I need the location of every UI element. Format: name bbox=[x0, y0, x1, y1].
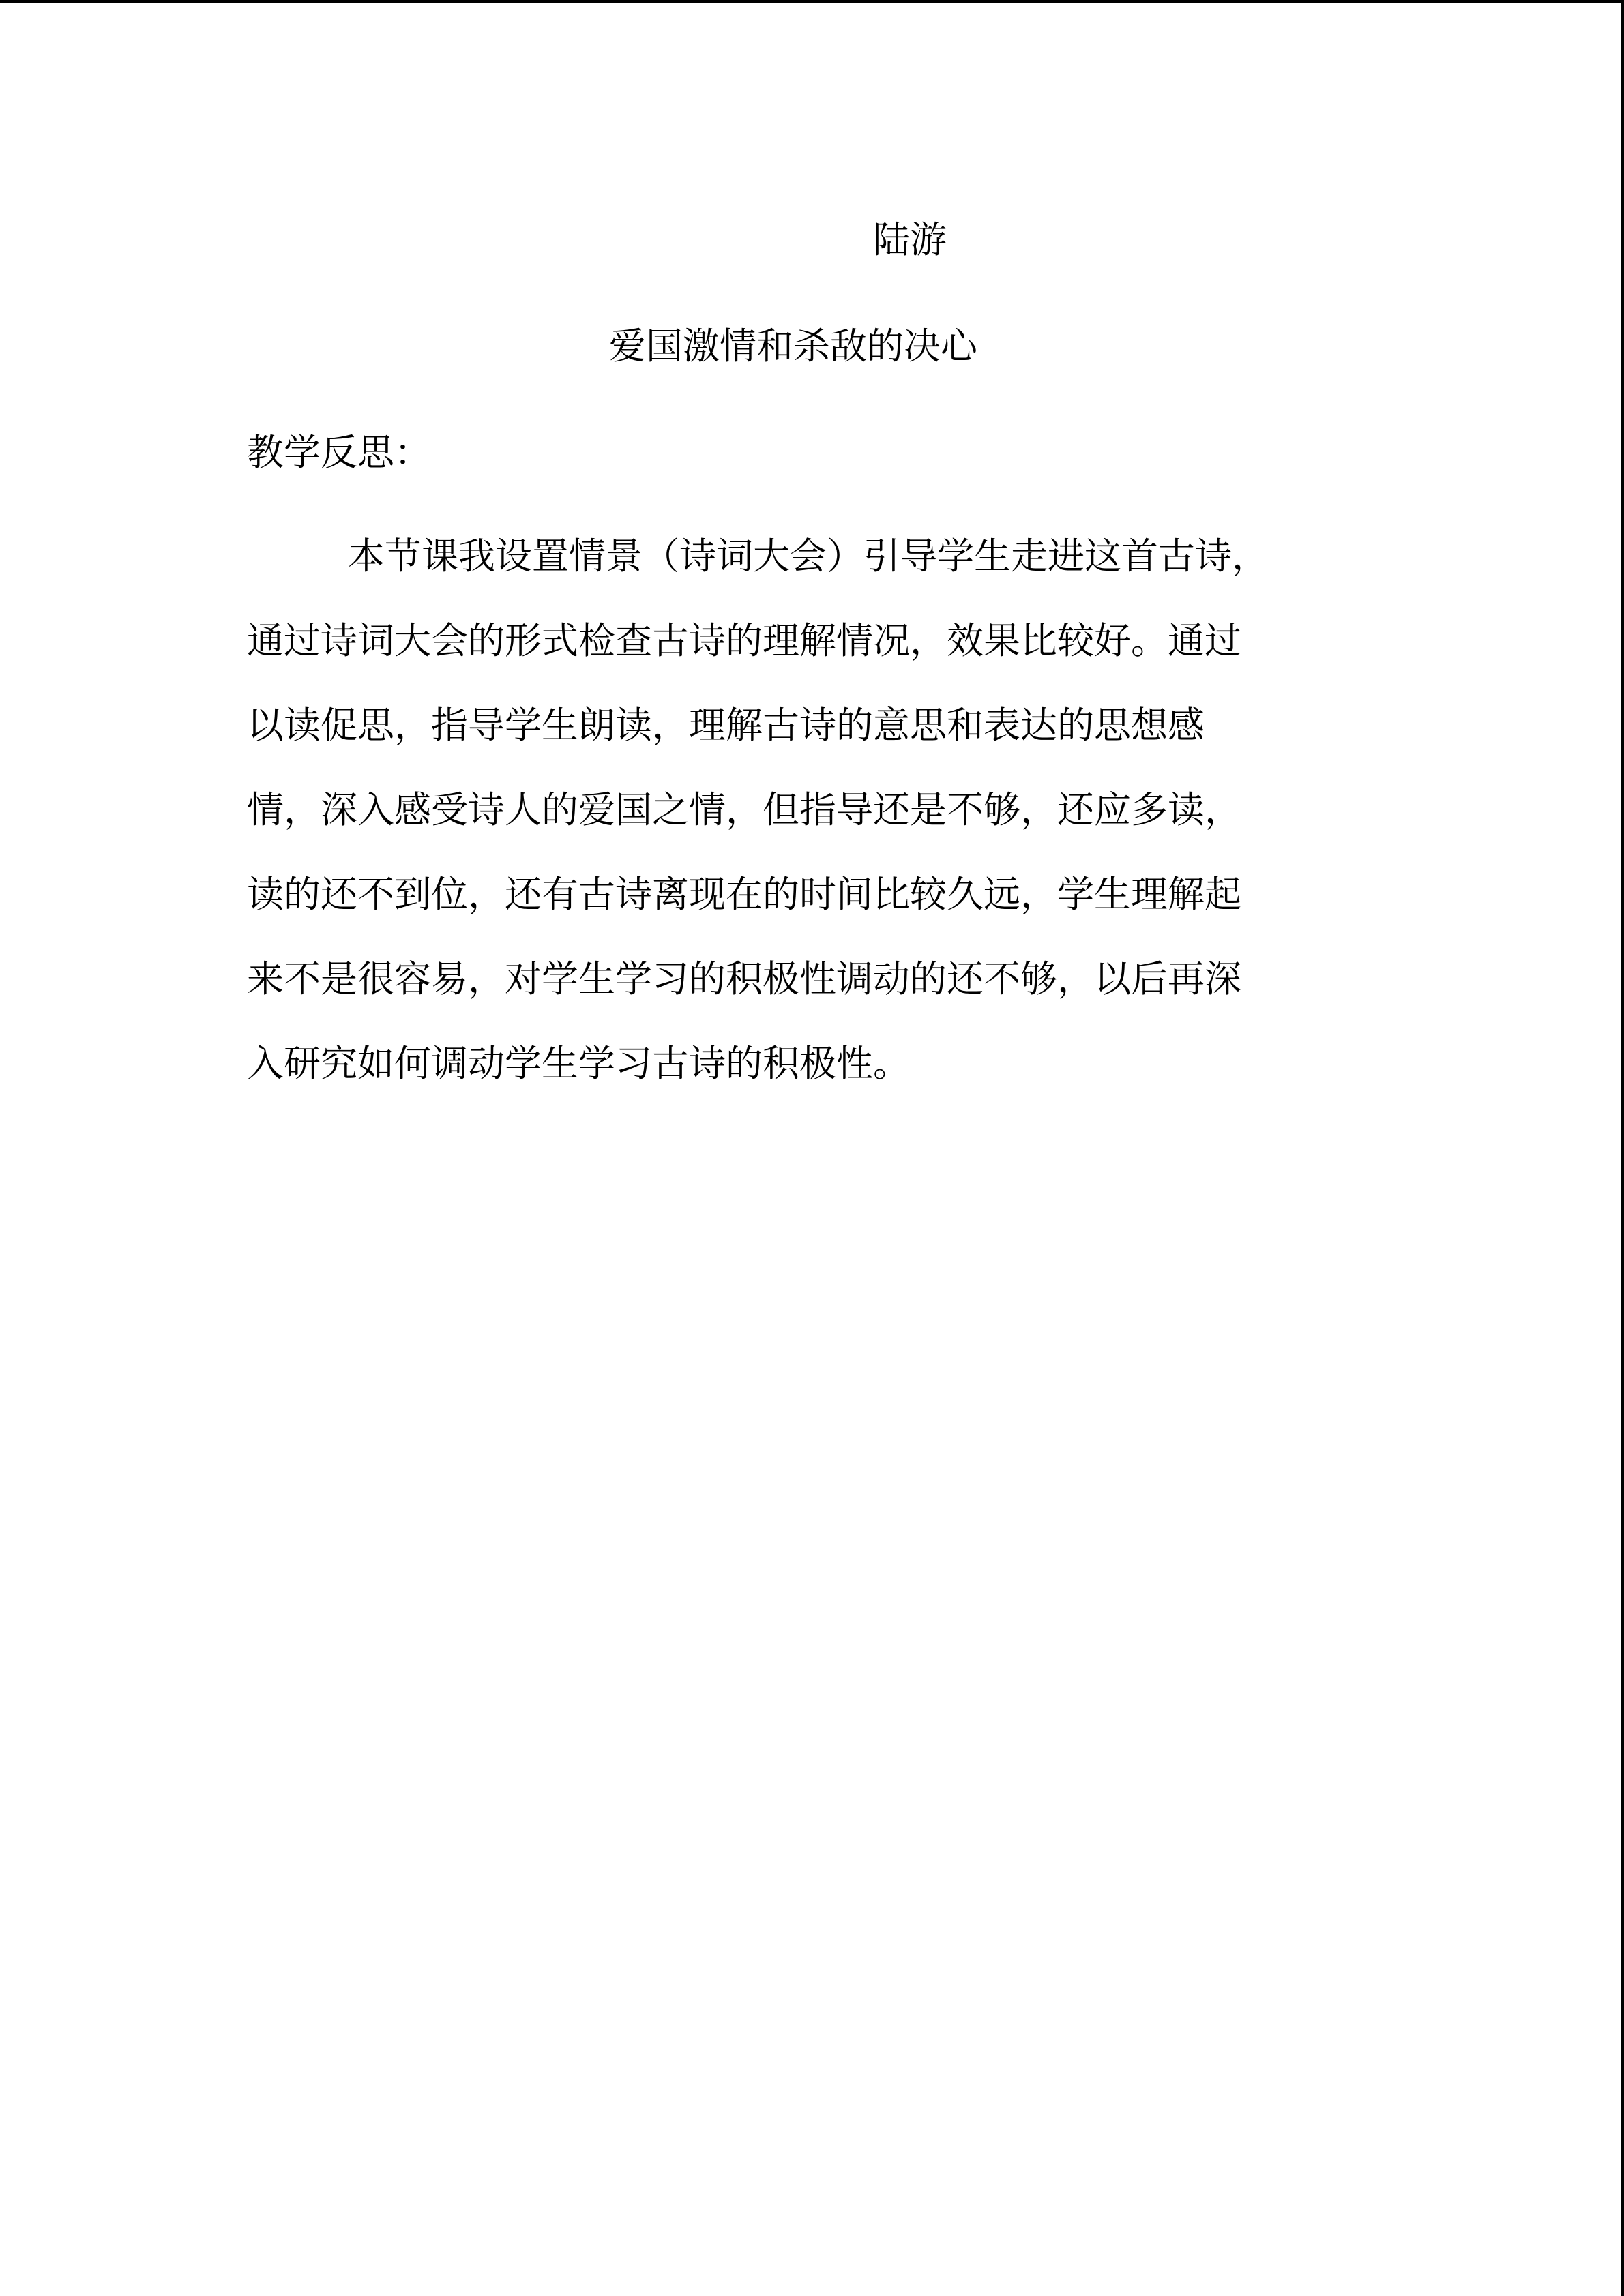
reflection-line: 情，深入感受诗人的爱国之情，但指导还是不够，还应多读， bbox=[247, 788, 1241, 831]
reflection-heading: 教学反思： bbox=[247, 431, 431, 474]
reflection-line: 通过诗词大会的形式检查古诗的理解情况，效果比较好。通过 bbox=[247, 619, 1241, 662]
poem-theme: 爱国激情和杀敌的决心 bbox=[609, 325, 977, 368]
reflection-line: 入研究如何调动学生学习古诗的积极性。 bbox=[247, 1042, 910, 1085]
reflection-line: 本节课我设置情景（诗词大会）引导学生走进这首古诗， bbox=[348, 535, 1269, 578]
author-name: 陆游 bbox=[873, 218, 947, 261]
page-border-right bbox=[1621, 0, 1624, 2296]
page-border-top bbox=[0, 0, 1624, 3]
reflection-line: 来不是很容易，对学生学习的积极性调动的还不够，以后再深 bbox=[247, 957, 1241, 1000]
reflection-line: 以读促思，指导学生朗读，理解古诗的意思和表达的思想感 bbox=[247, 704, 1205, 747]
reflection-line: 读的还不到位，还有古诗离现在的时间比较久远，学生理解起 bbox=[247, 873, 1241, 916]
reflection-paragraph bbox=[247, 532, 1365, 1124]
